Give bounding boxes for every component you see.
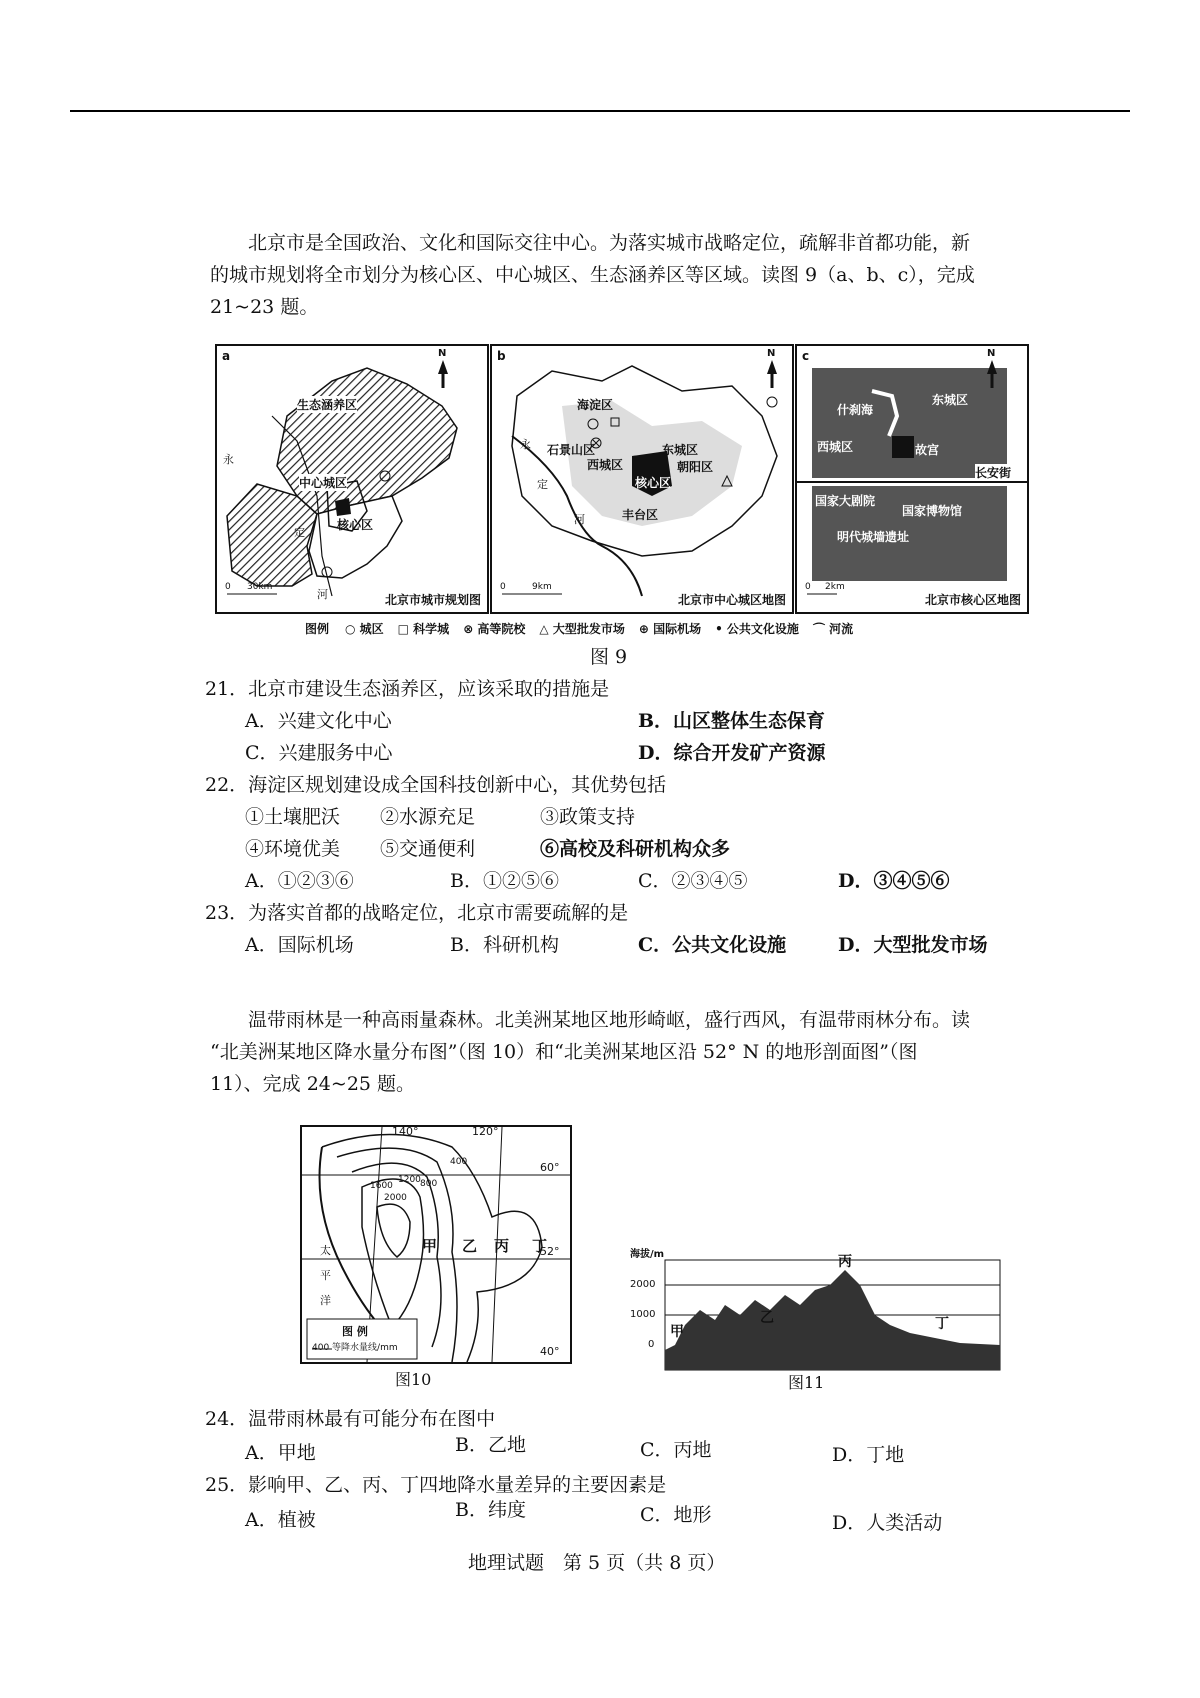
- q23-option-c: C．公共文化设施: [638, 934, 787, 956]
- q25-option-d: D．人类活动: [832, 1512, 943, 1534]
- fig11-y2000: 2000: [630, 1279, 656, 1290]
- point-ding: 丁: [532, 1237, 548, 1255]
- fig9-legend: [345, 620, 853, 637]
- scale-a-zero: 0: [225, 582, 231, 592]
- intro2-line3: 11）、完成 24~25 题。: [210, 1073, 416, 1095]
- river-b-ding: 定: [537, 478, 548, 491]
- terrain-profile-chart: [630, 1255, 1010, 1375]
- point-bing: 丙: [494, 1237, 510, 1255]
- label-dongcheng: 东城区: [662, 443, 699, 457]
- fig11-yaxis: 海拔/m: [630, 1249, 665, 1260]
- q25-stem: 25．影响甲、乙、丙、丁四地降水量差异的主要因素是: [205, 1474, 667, 1496]
- profile-bing: 丙: [838, 1254, 852, 1270]
- label-core-zone: 核心区: [337, 518, 374, 532]
- fig9-legend-title: 图例: [305, 622, 330, 636]
- iso-2000: 2000: [384, 1193, 407, 1203]
- scale-b-zero: 0: [500, 582, 506, 592]
- label-gugong: 故宫: [915, 443, 940, 457]
- q22-item-4: ④环境优美: [245, 838, 341, 860]
- ocean-char-1: 太: [320, 1244, 331, 1257]
- scale-c-zero: 0: [805, 582, 811, 592]
- q22-item-5: ⑤交通便利: [380, 838, 476, 860]
- label-changan: 长安街: [975, 466, 1012, 480]
- fig10-legend-title: 图 例: [342, 1325, 368, 1338]
- label-shichahai: 什刹海: [837, 403, 874, 417]
- q23-option-a: A．国际机场: [245, 934, 354, 956]
- fig9-panel-a: [215, 344, 489, 614]
- label-fengtai: 丰台区: [622, 508, 659, 522]
- ocean-char-2: 平: [320, 1269, 331, 1282]
- q24-stem: 24．温带雨林最有可能分布在图中: [205, 1408, 496, 1430]
- legend-airport: ⊕ 国际机场: [638, 622, 702, 636]
- lon-140: 140°: [392, 1125, 419, 1138]
- q22-item-3: ③政策支持: [540, 806, 636, 828]
- q22-option-a: A．①②③⑥: [245, 870, 354, 892]
- q21-option-a: A．兴建文化中心: [245, 710, 392, 732]
- q23-option-d: D．大型批发市场: [838, 934, 988, 956]
- label-central-zone: 中心城区: [299, 476, 348, 490]
- intro1-line2: 的城市规划将全市划分为核心区、中心城区、生态涵养区等区域。读图 9（a、b、c），完成: [210, 264, 975, 286]
- intro2-line1: 温带雨林是一种高雨量森林。北美洲某地区地形崎岖，盛行西风，有温带雨林分布。读: [248, 1009, 971, 1031]
- intro1-line1: 北京市是全国政治、文化和国际交往中心。为落实城市战略定位，疏解非首都功能，新: [248, 232, 971, 254]
- q23-stem: 23．为落实首都的战略定位，北京市需要疏解的是: [205, 902, 629, 924]
- iso-800: 800: [420, 1179, 438, 1189]
- iso-1200: 1200: [398, 1175, 421, 1185]
- panel-a-letter: a: [222, 349, 231, 363]
- q24-option-d: D．丁地: [832, 1444, 905, 1466]
- legend-river: ⌒ 河流: [812, 622, 854, 636]
- point-yi: 乙: [462, 1237, 478, 1255]
- panel-c-letter: c: [802, 349, 810, 363]
- label-museum: 国家博物馆: [902, 504, 963, 518]
- fig9-panel-c: [795, 344, 1029, 614]
- fig10-caption: 图10: [395, 1370, 432, 1389]
- north-arrow-b: N: [767, 348, 776, 359]
- profile-yi: 乙: [760, 1310, 774, 1326]
- legend-university: ⊗ 高等院校: [463, 622, 526, 636]
- legend-district: ○ 城区: [345, 622, 384, 636]
- q23-option-b: B．科研机构: [450, 934, 559, 956]
- lat-52: 52°: [540, 1245, 560, 1258]
- label-theater: 国家大剧院: [815, 494, 876, 508]
- legend-science-city: □ 科学城: [397, 622, 450, 636]
- q22-item-1: ①土壤肥沃: [245, 806, 341, 828]
- label-shijingshan: 石景山区: [547, 443, 596, 457]
- river-yong: 永: [223, 453, 234, 466]
- q24-option-b: B．乙地: [455, 1434, 526, 1456]
- fig11-caption: 图11: [788, 1373, 825, 1392]
- north-arrow-a: N: [438, 348, 447, 359]
- river-he: 河: [317, 588, 328, 601]
- fig11-y0: 0: [648, 1339, 655, 1350]
- label-haidian: 海淀区: [577, 398, 614, 412]
- lon-120: 120°: [472, 1125, 499, 1138]
- label-dongcheng-c: 东城区: [932, 393, 969, 407]
- river-b-he: 河: [574, 513, 585, 526]
- q21-option-c: C．兴建服务中心: [245, 742, 393, 764]
- iso-1600: 1600: [370, 1181, 393, 1191]
- q25-option-a: A．植被: [245, 1509, 316, 1531]
- north-arrow-c: N: [987, 348, 996, 359]
- label-city-wall: 明代城墙遗址: [837, 530, 910, 544]
- intro1-line3: 21~23 题。: [210, 296, 319, 318]
- fig10-precip-map: [300, 1125, 572, 1364]
- label-core-b: 核心区: [635, 476, 672, 490]
- ocean-char-3: 洋: [320, 1294, 331, 1307]
- fig9-caption: 图 9: [590, 646, 628, 668]
- fig10-legend-item: 400 等降水量线/mm: [312, 1343, 398, 1353]
- river-ding: 定: [294, 526, 305, 539]
- q22-stem: 22．海淀区规划建设成全国科技创新中心，其优势包括: [205, 774, 667, 796]
- label-eco-zone: 生态涵养区: [297, 398, 358, 412]
- legend-wholesale: △ 大型批发市场: [539, 622, 625, 636]
- q21-option-b: B．山区整体生态保育: [638, 710, 826, 732]
- scale-a: 30km: [247, 582, 273, 592]
- panel-a-title: 北京市城市规划图: [384, 593, 481, 607]
- q22-option-c: C．②③④⑤: [638, 870, 748, 892]
- top-rule: [70, 110, 1130, 112]
- scale-b: 9km: [532, 582, 552, 592]
- q21-option-d: D．综合开发矿产资源: [638, 742, 826, 764]
- panel-b-letter: b: [497, 349, 506, 363]
- q25-option-b: B．纬度: [455, 1499, 526, 1521]
- page-footer: 地理试题 第 5 页（共 8 页）: [468, 1552, 726, 1574]
- intro2-line2: “北美洲某地区降水量分布图”（图 10）和“北美洲某地区沿 52° N 的地形剖面图”（图: [210, 1041, 918, 1063]
- q22-option-d: D．③④⑤⑥: [838, 870, 950, 892]
- label-xicheng-c: 西城区: [817, 440, 854, 454]
- q22-item-2: ②水源充足: [380, 806, 476, 828]
- panel-c-title: 北京市核心区地图: [924, 593, 1021, 607]
- label-xicheng: 西城区: [587, 458, 624, 472]
- beijing-planning-map: [217, 346, 487, 612]
- panel-b-title: 北京市中心城区地图: [677, 593, 786, 607]
- q22-item-6: ⑥高校及科研机构众多: [540, 838, 731, 860]
- profile-jia: 甲: [670, 1324, 684, 1340]
- river-b-yong: 永: [520, 438, 531, 451]
- fig11-profile: [630, 1249, 1010, 1375]
- label-chaoyang: 朝阳区: [677, 460, 714, 474]
- scale-c: 2km: [825, 582, 845, 592]
- profile-ding: 丁: [935, 1316, 949, 1332]
- q24-option-c: C．丙地: [640, 1439, 712, 1461]
- lat-60: 60°: [540, 1161, 560, 1174]
- q21-stem: 21．北京市建设生态涵养区，应该采取的措施是: [205, 678, 610, 700]
- legend-culture: • 公共文化设施: [715, 622, 799, 636]
- point-jia: 甲: [422, 1237, 438, 1255]
- fig11-y1000: 1000: [630, 1309, 656, 1320]
- q25-option-c: C．地形: [640, 1504, 712, 1526]
- q22-option-b: B．①②⑤⑥: [450, 870, 559, 892]
- lat-40: 40°: [540, 1345, 560, 1358]
- iso-400: 400: [450, 1157, 468, 1167]
- q24-option-a: A．甲地: [245, 1442, 316, 1464]
- fig9-panel-b: [490, 344, 794, 614]
